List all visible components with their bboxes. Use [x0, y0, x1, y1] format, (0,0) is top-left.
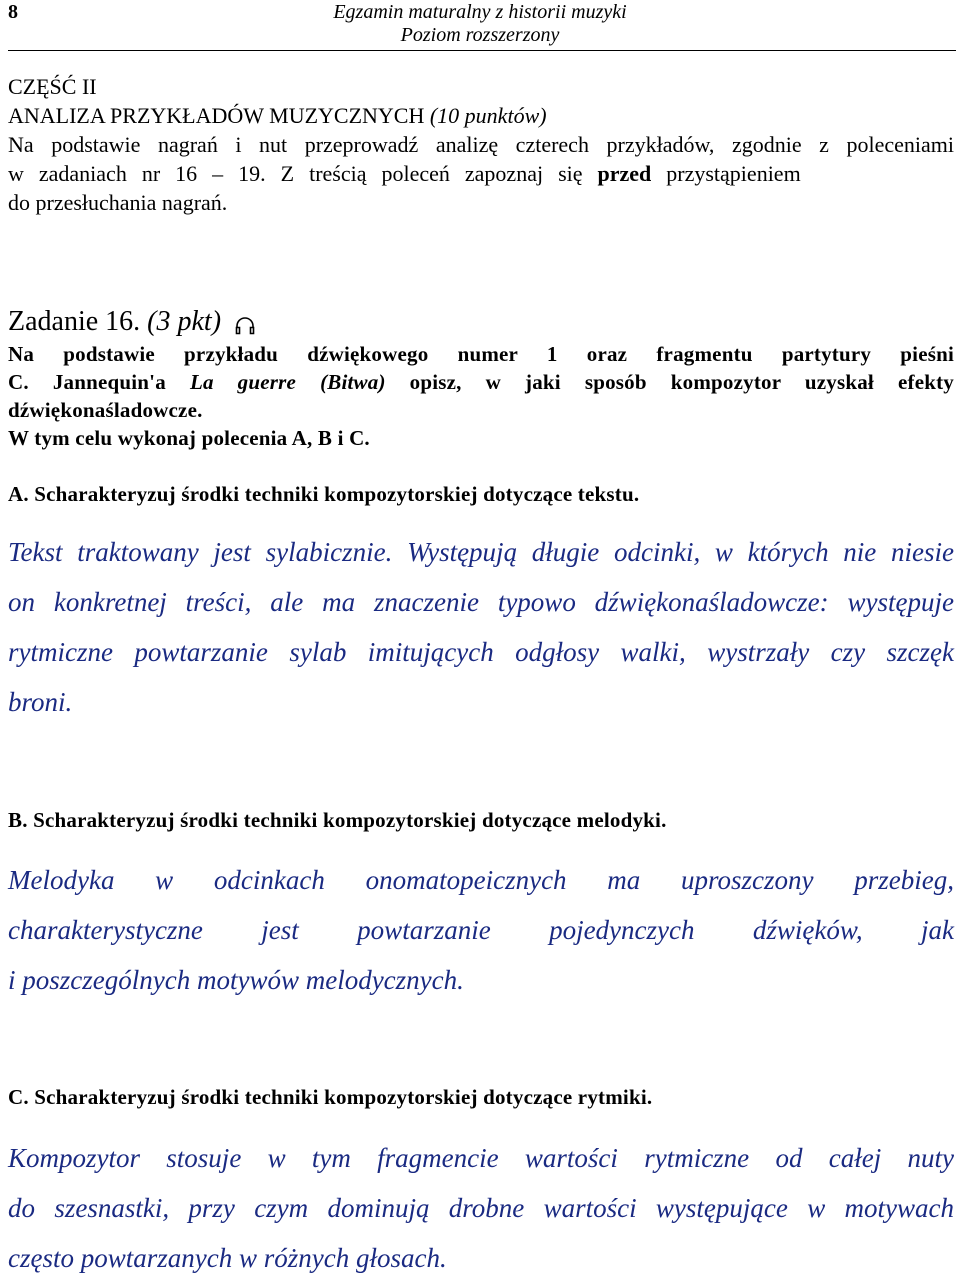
answer-c-line: często powtarzanych w różnych głosach.: [8, 1243, 447, 1273]
header-subtitle: Poziom rozszerzony: [400, 24, 560, 46]
task-title: [8, 306, 256, 338]
answer-b-line: i poszczególnych motywów melodycznych.: [8, 965, 464, 995]
prompt-c: C. Scharakteryzuj środki techniki kompozytorskiej dotyczące rytmiki.: [8, 1085, 653, 1109]
instruction-line-2: [8, 368, 954, 396]
instruction-line-4: W tym celu wykonaj polecenia A, B i C.: [8, 426, 370, 450]
answer-a-line: broni.: [8, 687, 73, 717]
task-number: Zadanie 16.: [8, 306, 148, 337]
headphones-icon: [234, 313, 256, 335]
intro-line-2-start: w zadaniach nr 16 – 19. Z treścią poleceń zapoznaj się: [8, 161, 598, 186]
instruction-line-1: Na podstawie przykładu dźwiękowego numer 1 oraz fragmentu partytury pieśni: [8, 342, 954, 366]
prompt-b: B. Scharakteryzuj środki techniki kompozytorskiej dotyczące melodyki.: [8, 808, 667, 832]
prompt-a: A. Scharakteryzuj środki techniki kompozytorskiej dotyczące tekstu.: [8, 482, 640, 506]
intro-line-3: do przesłuchania nagrań.: [8, 190, 228, 215]
task-points: (3 pkt): [147, 306, 222, 337]
header-divider: [8, 50, 956, 51]
answer-a-line: rytmiczne powtarzanie sylab imitujących odgłosy walki, wystrzały czy szczęk: [8, 637, 954, 667]
part-points: (10 punktów): [429, 103, 547, 128]
page-number: 8: [8, 1, 18, 23]
answer-c-line: do szesnastki, przy czym dominują drobne wartości występujące w motywach: [8, 1193, 954, 1223]
header-title: Egzamin maturalny z historii muzyki: [333, 1, 627, 23]
answer-a-line: Tekst traktowany jest sylabicznie. Występują długie odcinki, w których nie niesie: [8, 537, 954, 567]
intro-line-2: [8, 159, 954, 188]
intro-emphasis: przed: [597, 161, 652, 186]
intro-line-2-end: przystąpieniem: [651, 161, 801, 186]
answer-b-line: charakterystyczne jest powtarzanie pojedynczych dźwięków, jak: [8, 915, 954, 945]
instruction-line-2-end: opisz, w jaki sposób kompozytor uzyskał efekty: [385, 370, 954, 394]
instruction-line-2-start: C. Jannequin'a: [8, 370, 190, 394]
answer-c-line: Kompozytor stosuje w tym fragmencie wartości rytmiczne od całej nuty: [8, 1143, 954, 1173]
answer-c: [8, 1133, 954, 1283]
work-title: La guerre (Bitwa): [189, 370, 386, 394]
answer-b-line: Melodyka w odcinkach onomatopeicznych ma uproszczony przebieg,: [8, 865, 954, 895]
answer-a: [8, 527, 954, 727]
instruction-line-3: dźwiękonaśladowcze.: [8, 398, 203, 422]
part-heading: CZĘŚĆ II: [8, 74, 97, 99]
part-subheading-main: ANALIZA PRZYKŁADÓW MUZYCZNYCH: [8, 103, 430, 128]
answer-b: [8, 855, 954, 1005]
part-subheading: [8, 101, 954, 130]
answer-a-line: on konkretnej treści, ale ma znaczenie typowo dźwiękonaśladowcze: występuje: [8, 587, 954, 617]
intro-line-1: Na podstawie nagrań i nut przeprowadź analizę czterech przykładów, zgodnie z poleceniami: [8, 132, 954, 157]
